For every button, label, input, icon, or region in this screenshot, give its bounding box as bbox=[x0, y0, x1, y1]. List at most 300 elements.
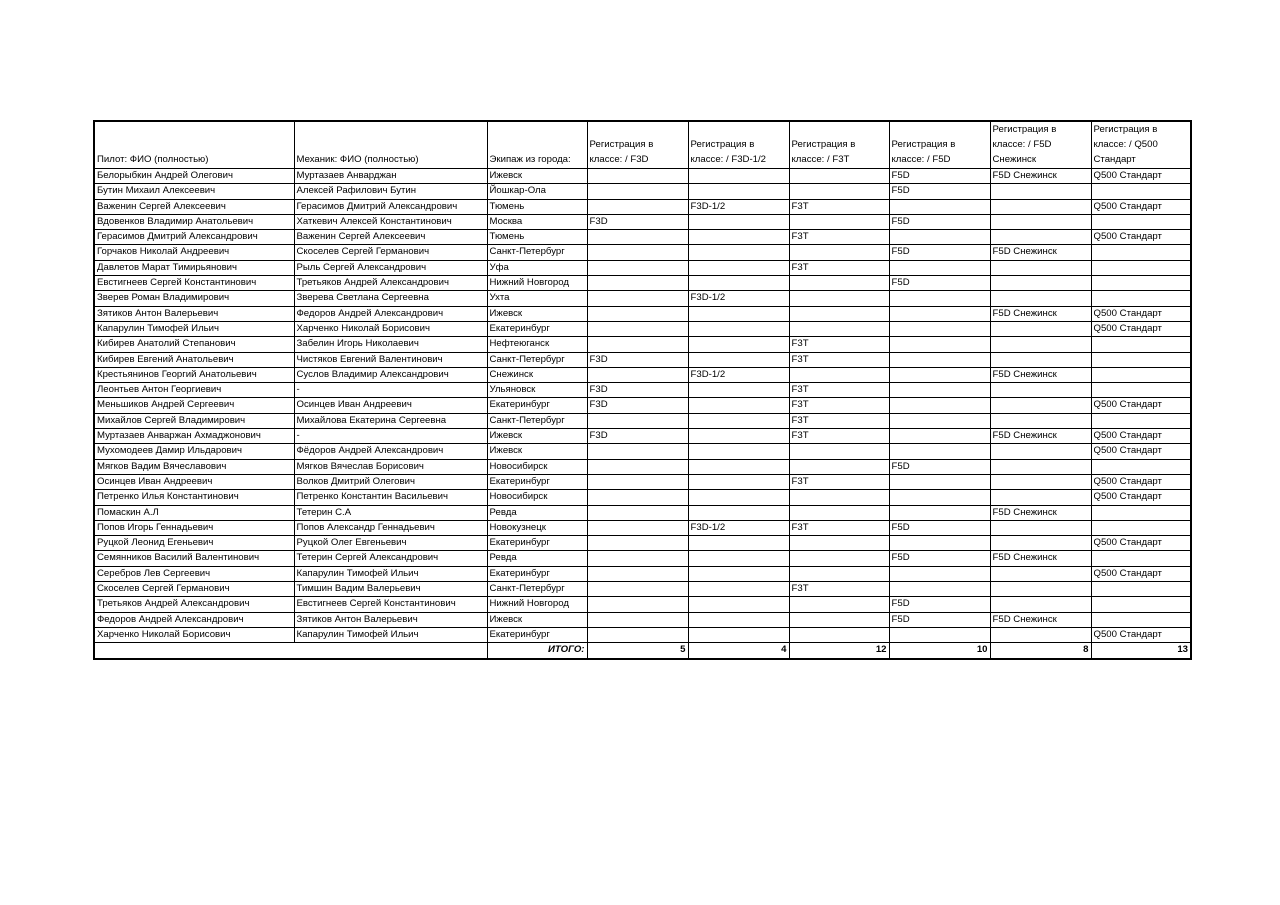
header-city: Экипаж из города: bbox=[487, 121, 587, 169]
cell-f3d-half bbox=[688, 398, 789, 413]
cell-q500: Q500 Стандарт bbox=[1091, 444, 1191, 459]
table-row bbox=[94, 214, 1191, 229]
cell-f5d bbox=[889, 321, 990, 336]
cell-f3d bbox=[587, 520, 688, 535]
header-class-q500: Регистрация в классе: / Q500 Стандарт bbox=[1091, 121, 1191, 169]
cell-q500 bbox=[1091, 459, 1191, 474]
cell-city: Екатеринбург bbox=[487, 536, 587, 551]
cell-city: Новосибирск bbox=[487, 459, 587, 474]
cell-mechanic: Капарулин Тимофей Ильич bbox=[294, 627, 487, 642]
cell-q500: Q500 Стандарт bbox=[1091, 169, 1191, 184]
cell-q500 bbox=[1091, 214, 1191, 229]
table-row bbox=[94, 520, 1191, 535]
cell-mechanic: Тимшин Вадим Валерьевич bbox=[294, 582, 487, 597]
cell-f5d-snezhinsk bbox=[990, 291, 1091, 306]
cell-mechanic: Попов Александр Геннадьевич bbox=[294, 520, 487, 535]
cell-f3d bbox=[587, 321, 688, 336]
cell-mechanic: Тетерин Сергей Александрович bbox=[294, 551, 487, 566]
table-row bbox=[94, 566, 1191, 581]
cell-f3t bbox=[789, 566, 889, 581]
cell-f3t bbox=[789, 459, 889, 474]
cell-mechanic: Волков Дмитрий Олегович bbox=[294, 474, 487, 489]
cell-q500 bbox=[1091, 582, 1191, 597]
cell-f3d-half bbox=[688, 230, 789, 245]
cell-f3d: F3D bbox=[587, 352, 688, 367]
cell-pilot: Мягков Вадим Вячеславович bbox=[94, 459, 294, 474]
totals-spacer bbox=[94, 643, 294, 659]
table-row bbox=[94, 245, 1191, 260]
header-pilot: Пилот: ФИО (полностью) bbox=[94, 121, 294, 169]
cell-f5d-snezhinsk: F5D Снежинск bbox=[990, 306, 1091, 321]
cell-mechanic: Суслов Владимир Александрович bbox=[294, 367, 487, 382]
cell-city: Екатеринбург bbox=[487, 321, 587, 336]
cell-f3d bbox=[587, 306, 688, 321]
cell-pilot: Петренко Илья Константинович bbox=[94, 490, 294, 505]
table-body bbox=[94, 169, 1191, 643]
cell-f5d bbox=[889, 337, 990, 352]
cell-q500 bbox=[1091, 597, 1191, 612]
table-row bbox=[94, 444, 1191, 459]
cell-f5d bbox=[889, 444, 990, 459]
totals-spacer bbox=[294, 643, 487, 659]
cell-pilot: Кибирев Евгений Анатольевич bbox=[94, 352, 294, 367]
cell-f5d-snezhinsk bbox=[990, 444, 1091, 459]
cell-f3d bbox=[587, 490, 688, 505]
cell-f5d: F5D bbox=[889, 245, 990, 260]
cell-mechanic: Фёдоров Андрей Александрович bbox=[294, 444, 487, 459]
cell-f3d-half: F3D-1/2 bbox=[688, 291, 789, 306]
table-row bbox=[94, 337, 1191, 352]
cell-f3t bbox=[789, 490, 889, 505]
total-f5d: 10 bbox=[889, 643, 990, 659]
cell-mechanic: Герасимов Дмитрий Александрович bbox=[294, 199, 487, 214]
cell-f3d-half bbox=[688, 429, 789, 444]
table-row bbox=[94, 612, 1191, 627]
cell-f3d-half bbox=[688, 459, 789, 474]
cell-q500: Q500 Стандарт bbox=[1091, 321, 1191, 336]
cell-q500 bbox=[1091, 383, 1191, 398]
cell-f3d-half bbox=[688, 536, 789, 551]
cell-mechanic: Рыль Сергей Александрович bbox=[294, 260, 487, 275]
cell-pilot: Вдовенков Владимир Анатольевич bbox=[94, 214, 294, 229]
cell-f3d bbox=[587, 551, 688, 566]
cell-q500 bbox=[1091, 413, 1191, 428]
cell-q500 bbox=[1091, 291, 1191, 306]
cell-f5d: F5D bbox=[889, 276, 990, 291]
table-row bbox=[94, 398, 1191, 413]
cell-f5d-snezhinsk: F5D Снежинск bbox=[990, 612, 1091, 627]
cell-f5d bbox=[889, 627, 990, 642]
cell-city: Нижний Новгород bbox=[487, 276, 587, 291]
totals-label: ИТОГО: bbox=[487, 643, 587, 659]
header-class-f5d-snezhinsk: Регистрация в классе: / F5D Снежинск bbox=[990, 121, 1091, 169]
cell-pilot: Попов Игорь Геннадьевич bbox=[94, 520, 294, 535]
cell-f3d-half bbox=[688, 597, 789, 612]
cell-f5d: F5D bbox=[889, 184, 990, 199]
total-f3d: 5 bbox=[587, 643, 688, 659]
cell-pilot: Зятиков Антон Валерьевич bbox=[94, 306, 294, 321]
cell-f3d-half bbox=[688, 352, 789, 367]
cell-pilot: Муртазаев Анваржан Ахмаджонович bbox=[94, 429, 294, 444]
cell-pilot: Евстигнеев Сергей Константинович bbox=[94, 276, 294, 291]
cell-f3d bbox=[587, 260, 688, 275]
cell-mechanic: Федоров Андрей Александрович bbox=[294, 306, 487, 321]
cell-pilot: Важенин Сергей Алексеевич bbox=[94, 199, 294, 214]
cell-city: Екатеринбург bbox=[487, 566, 587, 581]
cell-f5d-snezhinsk bbox=[990, 214, 1091, 229]
cell-city: Снежинск bbox=[487, 367, 587, 382]
cell-f3t bbox=[789, 169, 889, 184]
table-row bbox=[94, 291, 1191, 306]
cell-f3t bbox=[789, 291, 889, 306]
cell-pilot: Серебров Лев Сергеевич bbox=[94, 566, 294, 581]
table-row bbox=[94, 352, 1191, 367]
cell-pilot: Мухомодеев Дамир Ильдарович bbox=[94, 444, 294, 459]
cell-mechanic: Хаткевич Алексей Константинович bbox=[294, 214, 487, 229]
cell-f5d bbox=[889, 536, 990, 551]
header-class-f5d: Регистрация в классе: / F5D bbox=[889, 121, 990, 169]
cell-f5d bbox=[889, 474, 990, 489]
cell-f3d-half bbox=[688, 627, 789, 642]
cell-mechanic: - bbox=[294, 383, 487, 398]
cell-f3t bbox=[789, 597, 889, 612]
header-row bbox=[94, 121, 1191, 169]
cell-mechanic: Важенин Сергей Алексеевич bbox=[294, 230, 487, 245]
cell-mechanic: Осинцев Иван Андреевич bbox=[294, 398, 487, 413]
cell-f5d bbox=[889, 566, 990, 581]
cell-f5d bbox=[889, 230, 990, 245]
table-row bbox=[94, 199, 1191, 214]
cell-f3d: F3D bbox=[587, 214, 688, 229]
cell-f3d-half bbox=[688, 490, 789, 505]
cell-f5d-snezhinsk: F5D Снежинск bbox=[990, 169, 1091, 184]
cell-f5d-snezhinsk bbox=[990, 276, 1091, 291]
header-class-f3d-half: Регистрация в классе: / F3D-1/2 bbox=[688, 121, 789, 169]
cell-f3d-half bbox=[688, 444, 789, 459]
cell-f3t: F3T bbox=[789, 199, 889, 214]
cell-f5d-snezhinsk: F5D Снежинск bbox=[990, 429, 1091, 444]
table-row bbox=[94, 429, 1191, 444]
cell-city: Ухта bbox=[487, 291, 587, 306]
cell-city: Уфа bbox=[487, 260, 587, 275]
cell-f3d bbox=[587, 413, 688, 428]
cell-f5d-snezhinsk bbox=[990, 230, 1091, 245]
cell-mechanic: - bbox=[294, 429, 487, 444]
table-row bbox=[94, 551, 1191, 566]
cell-city: Йошкар-Ола bbox=[487, 184, 587, 199]
cell-f3d-half bbox=[688, 184, 789, 199]
cell-f5d bbox=[889, 398, 990, 413]
cell-f3d bbox=[587, 505, 688, 520]
cell-f5d: F5D bbox=[889, 612, 990, 627]
table-row bbox=[94, 383, 1191, 398]
cell-f3d bbox=[587, 184, 688, 199]
cell-q500: Q500 Стандарт bbox=[1091, 566, 1191, 581]
cell-f3t bbox=[789, 367, 889, 382]
cell-pilot: Герасимов Дмитрий Александрович bbox=[94, 230, 294, 245]
cell-mechanic: Руцкой Олег Евгеньевич bbox=[294, 536, 487, 551]
cell-f3t bbox=[789, 245, 889, 260]
cell-mechanic: Тетерин С.А bbox=[294, 505, 487, 520]
cell-f5d-snezhinsk: F5D Снежинск bbox=[990, 505, 1091, 520]
cell-f5d: F5D bbox=[889, 520, 990, 535]
table-row bbox=[94, 490, 1191, 505]
table-row bbox=[94, 276, 1191, 291]
cell-f5d: F5D bbox=[889, 214, 990, 229]
cell-pilot: Давлетов Марат Тимирьянович bbox=[94, 260, 294, 275]
cell-mechanic: Чистяков Евгений Валентинович bbox=[294, 352, 487, 367]
cell-city: Ревда bbox=[487, 551, 587, 566]
cell-f3t: F3T bbox=[789, 337, 889, 352]
cell-f5d-snezhinsk bbox=[990, 474, 1091, 489]
cell-f5d-snezhinsk bbox=[990, 321, 1091, 336]
cell-city: Ревда bbox=[487, 505, 587, 520]
cell-q500 bbox=[1091, 184, 1191, 199]
cell-q500: Q500 Стандарт bbox=[1091, 627, 1191, 642]
cell-q500: Q500 Стандарт bbox=[1091, 398, 1191, 413]
cell-pilot: Меньшиков Андрей Сергеевич bbox=[94, 398, 294, 413]
total-f5d-snezhinsk: 8 bbox=[990, 643, 1091, 659]
cell-f5d bbox=[889, 352, 990, 367]
cell-f3d bbox=[587, 459, 688, 474]
cell-f3d-half bbox=[688, 474, 789, 489]
cell-city: Новосибирск bbox=[487, 490, 587, 505]
cell-f5d bbox=[889, 429, 990, 444]
cell-city: Москва bbox=[487, 214, 587, 229]
cell-f5d: F5D bbox=[889, 551, 990, 566]
cell-f5d bbox=[889, 413, 990, 428]
cell-q500: Q500 Стандарт bbox=[1091, 429, 1191, 444]
table-row bbox=[94, 230, 1191, 245]
cell-city: Ижевск bbox=[487, 444, 587, 459]
cell-f5d bbox=[889, 383, 990, 398]
cell-city: Екатеринбург bbox=[487, 398, 587, 413]
cell-pilot: Бутин Михаил Алексеевич bbox=[94, 184, 294, 199]
cell-q500 bbox=[1091, 551, 1191, 566]
cell-city: Санкт-Петербург bbox=[487, 413, 587, 428]
cell-f5d-snezhinsk bbox=[990, 352, 1091, 367]
cell-f3t: F3T bbox=[789, 260, 889, 275]
cell-f3d bbox=[587, 474, 688, 489]
cell-q500: Q500 Стандарт bbox=[1091, 306, 1191, 321]
cell-f3d bbox=[587, 612, 688, 627]
total-q500: 13 bbox=[1091, 643, 1191, 659]
cell-f3d bbox=[587, 627, 688, 642]
table-row bbox=[94, 459, 1191, 474]
table-row bbox=[94, 260, 1191, 275]
cell-q500 bbox=[1091, 367, 1191, 382]
cell-q500: Q500 Стандарт bbox=[1091, 474, 1191, 489]
cell-pilot: Капарулин Тимофей Ильич bbox=[94, 321, 294, 336]
cell-f5d-snezhinsk: F5D Снежинск bbox=[990, 551, 1091, 566]
table-row bbox=[94, 474, 1191, 489]
cell-f5d: F5D bbox=[889, 459, 990, 474]
cell-mechanic: Евстигнеев Сергей Константинович bbox=[294, 597, 487, 612]
header-class-f3t: Регистрация в классе: / F3T bbox=[789, 121, 889, 169]
cell-pilot: Горчаков Николай Андреевич bbox=[94, 245, 294, 260]
cell-f3d-half bbox=[688, 306, 789, 321]
cell-mechanic: Алексей Рафилович Бутин bbox=[294, 184, 487, 199]
cell-f5d-snezhinsk bbox=[990, 413, 1091, 428]
table-row bbox=[94, 536, 1191, 551]
cell-mechanic: Муртазаев Анварджан bbox=[294, 169, 487, 184]
cell-f3d bbox=[587, 337, 688, 352]
cell-q500: Q500 Стандарт bbox=[1091, 536, 1191, 551]
cell-city: Тюмень bbox=[487, 230, 587, 245]
registration-sheet bbox=[93, 120, 1192, 660]
cell-city: Ижевск bbox=[487, 429, 587, 444]
cell-f3t bbox=[789, 214, 889, 229]
cell-f3t: F3T bbox=[789, 582, 889, 597]
table-row bbox=[94, 321, 1191, 336]
cell-f3t: F3T bbox=[789, 352, 889, 367]
cell-city: Новокузнецк bbox=[487, 520, 587, 535]
cell-f5d-snezhinsk bbox=[990, 199, 1091, 214]
cell-f5d-snezhinsk bbox=[990, 520, 1091, 535]
cell-f3t bbox=[789, 321, 889, 336]
cell-f3d-half bbox=[688, 505, 789, 520]
cell-q500: Q500 Стандарт bbox=[1091, 199, 1191, 214]
table-row bbox=[94, 597, 1191, 612]
cell-f3t: F3T bbox=[789, 383, 889, 398]
cell-mechanic: Капарулин Тимофей Ильич bbox=[294, 566, 487, 581]
table-row bbox=[94, 582, 1191, 597]
cell-f5d-snezhinsk bbox=[990, 337, 1091, 352]
cell-f5d-snezhinsk bbox=[990, 184, 1091, 199]
cell-q500 bbox=[1091, 260, 1191, 275]
cell-f3t bbox=[789, 627, 889, 642]
cell-f3t: F3T bbox=[789, 520, 889, 535]
cell-mechanic: Забелин Игорь Николаевич bbox=[294, 337, 487, 352]
cell-f3d-half bbox=[688, 169, 789, 184]
cell-f5d: F5D bbox=[889, 597, 990, 612]
cell-f3d-half: F3D-1/2 bbox=[688, 520, 789, 535]
table-row bbox=[94, 505, 1191, 520]
cell-f3d-half bbox=[688, 566, 789, 581]
cell-pilot: Руцкой Леонид Егеньевич bbox=[94, 536, 294, 551]
cell-f3t: F3T bbox=[789, 398, 889, 413]
cell-f3d: F3D bbox=[587, 383, 688, 398]
total-f3d-half: 4 bbox=[688, 643, 789, 659]
cell-pilot: Помаскин А.Л bbox=[94, 505, 294, 520]
cell-f5d-snezhinsk bbox=[990, 383, 1091, 398]
cell-city: Санкт-Петербург bbox=[487, 245, 587, 260]
cell-f5d bbox=[889, 199, 990, 214]
cell-f3d-half: F3D-1/2 bbox=[688, 199, 789, 214]
cell-mechanic: Мягков Вячеслав Борисович bbox=[294, 459, 487, 474]
cell-f5d-snezhinsk bbox=[990, 490, 1091, 505]
cell-f5d bbox=[889, 490, 990, 505]
cell-f3d bbox=[587, 291, 688, 306]
table-row bbox=[94, 306, 1191, 321]
cell-f3d-half bbox=[688, 245, 789, 260]
cell-q500 bbox=[1091, 352, 1191, 367]
cell-city: Санкт-Петербург bbox=[487, 582, 587, 597]
cell-f5d-snezhinsk bbox=[990, 597, 1091, 612]
cell-q500 bbox=[1091, 245, 1191, 260]
cell-f3d bbox=[587, 536, 688, 551]
table-row bbox=[94, 367, 1191, 382]
header-class-f3d: Регистрация в классе: / F3D bbox=[587, 121, 688, 169]
cell-f3d-half bbox=[688, 321, 789, 336]
cell-q500 bbox=[1091, 505, 1191, 520]
cell-f3d bbox=[587, 566, 688, 581]
cell-pilot: Леонтьев Антон Георгиевич bbox=[94, 383, 294, 398]
cell-f3d bbox=[587, 582, 688, 597]
cell-f3d bbox=[587, 444, 688, 459]
cell-pilot: Зверев Роман Владимирович bbox=[94, 291, 294, 306]
cell-f3t: F3T bbox=[789, 429, 889, 444]
cell-pilot: Скоселев Сергей Германович bbox=[94, 582, 294, 597]
cell-city: Тюмень bbox=[487, 199, 587, 214]
cell-f3d-half bbox=[688, 551, 789, 566]
cell-pilot: Кибирев Анатолий Степанович bbox=[94, 337, 294, 352]
cell-mechanic: Третьяков Андрей Александрович bbox=[294, 276, 487, 291]
cell-pilot: Белорыбкин Андрей Олегович bbox=[94, 169, 294, 184]
cell-city: Екатеринбург bbox=[487, 474, 587, 489]
table-row bbox=[94, 184, 1191, 199]
cell-q500 bbox=[1091, 276, 1191, 291]
cell-city: Санкт-Петербург bbox=[487, 352, 587, 367]
cell-mechanic: Зятиков Антон Валерьевич bbox=[294, 612, 487, 627]
cell-f3t: F3T bbox=[789, 413, 889, 428]
cell-f3t bbox=[789, 444, 889, 459]
cell-f3d-half bbox=[688, 582, 789, 597]
cell-mechanic: Скоселев Сергей Германович bbox=[294, 245, 487, 260]
cell-f5d bbox=[889, 291, 990, 306]
cell-f3d-half bbox=[688, 383, 789, 398]
cell-city: Нефтеюганск bbox=[487, 337, 587, 352]
cell-city: Ижевск bbox=[487, 612, 587, 627]
cell-city: Екатеринбург bbox=[487, 627, 587, 642]
cell-f3d bbox=[587, 169, 688, 184]
cell-f5d bbox=[889, 582, 990, 597]
cell-mechanic: Петренко Константин Васильевич bbox=[294, 490, 487, 505]
cell-f5d bbox=[889, 505, 990, 520]
total-f3t: 12 bbox=[789, 643, 889, 659]
cell-f5d bbox=[889, 260, 990, 275]
cell-f5d-snezhinsk bbox=[990, 536, 1091, 551]
cell-f3d-half bbox=[688, 413, 789, 428]
cell-f3d-half bbox=[688, 260, 789, 275]
cell-city: Ижевск bbox=[487, 306, 587, 321]
cell-f5d-snezhinsk bbox=[990, 459, 1091, 474]
cell-q500: Q500 Стандарт bbox=[1091, 230, 1191, 245]
cell-q500: Q500 Стандарт bbox=[1091, 490, 1191, 505]
cell-f3d bbox=[587, 276, 688, 291]
cell-mechanic: Михайлова Екатерина Сергеевна bbox=[294, 413, 487, 428]
cell-f5d bbox=[889, 306, 990, 321]
cell-f3t: F3T bbox=[789, 474, 889, 489]
cell-f5d bbox=[889, 367, 990, 382]
cell-f3t bbox=[789, 551, 889, 566]
cell-f3d bbox=[587, 597, 688, 612]
cell-f5d-snezhinsk: F5D Снежинск bbox=[990, 245, 1091, 260]
cell-f3t bbox=[789, 536, 889, 551]
cell-q500 bbox=[1091, 612, 1191, 627]
cell-f5d-snezhinsk bbox=[990, 582, 1091, 597]
cell-pilot: Михайлов Сергей Владимирович bbox=[94, 413, 294, 428]
cell-f5d-snezhinsk: F5D Снежинск bbox=[990, 367, 1091, 382]
cell-q500 bbox=[1091, 337, 1191, 352]
table-row bbox=[94, 413, 1191, 428]
cell-f3t bbox=[789, 505, 889, 520]
cell-pilot: Осинцев Иван Андреевич bbox=[94, 474, 294, 489]
cell-f3t bbox=[789, 276, 889, 291]
cell-f3t bbox=[789, 306, 889, 321]
totals-row bbox=[94, 643, 1191, 659]
cell-pilot: Крестьянинов Георгий Анатольевич bbox=[94, 367, 294, 382]
